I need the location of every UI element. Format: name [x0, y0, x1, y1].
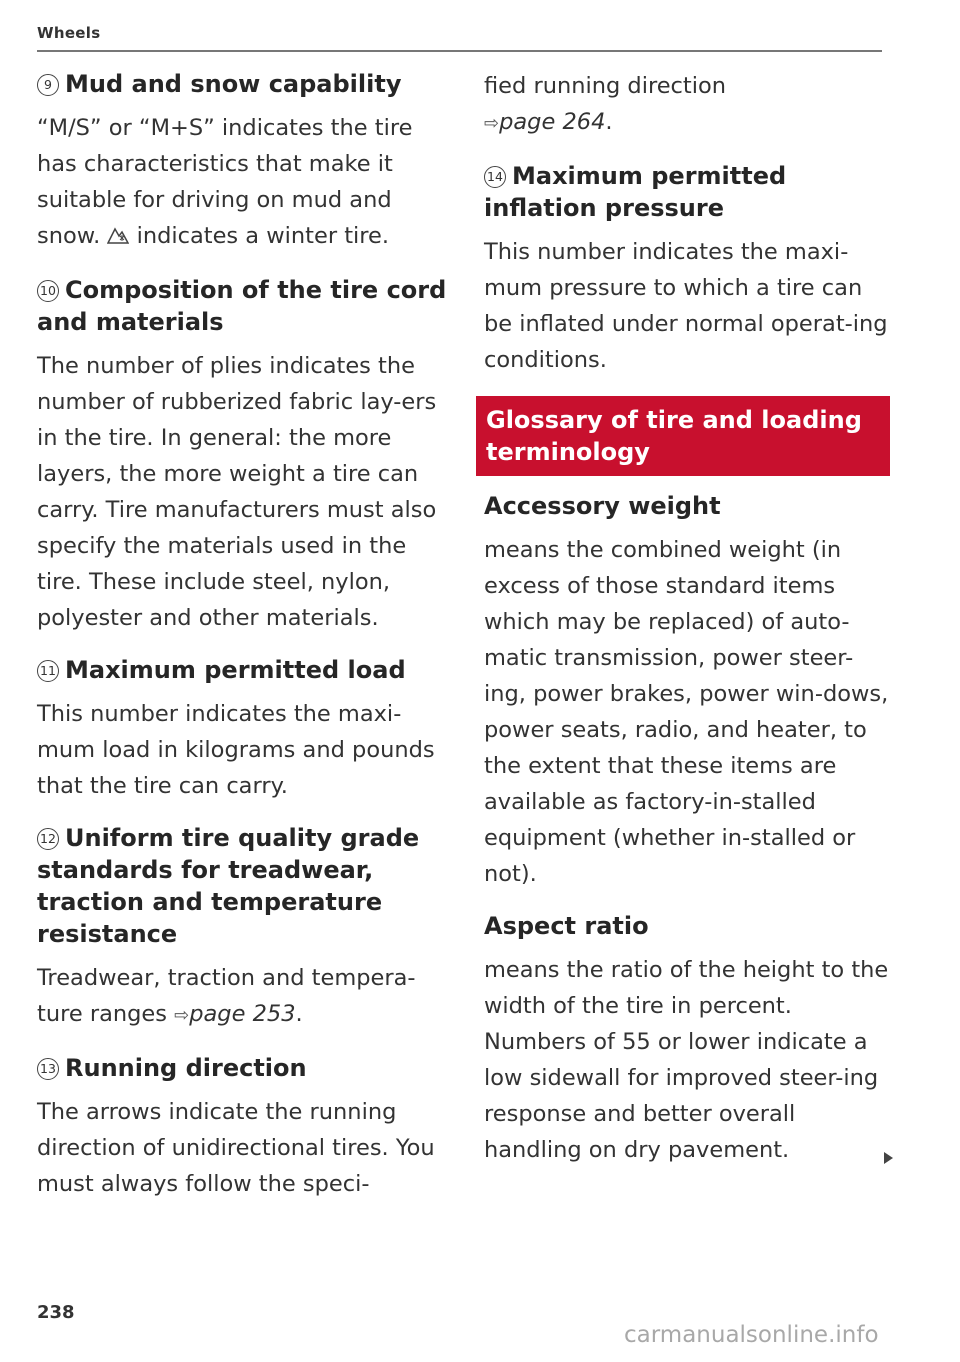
- aspect-ratio-text: means the ratio of the height to the width of the tire in percent. Numbers of 55 or lower indicate a low sidewall for improved steer-ing response and better overall handling on dry pavement.: [484, 957, 889, 1163]
- header-divider: [37, 50, 882, 52]
- section-14-title: Maximum permitted inflation pressure: [484, 162, 787, 222]
- watermark: carmanualsonline.info: [624, 1322, 879, 1348]
- section-13-title: Running direction: [65, 1054, 307, 1082]
- aspect-ratio-heading: Aspect ratio: [484, 912, 649, 940]
- section-14-heading: [484, 160, 894, 224]
- running-header: Wheels: [37, 24, 101, 42]
- section-12-title: Uniform tire quality grade standards for treadwear, traction and temperature resistance: [37, 824, 420, 948]
- item-number-badge: 13: [37, 1058, 59, 1080]
- section-9-text-part1: “M/S” or “M+S” indicates the tire has characteristics that make it suitable for driving on mud and snow.: [37, 115, 413, 249]
- item-number-badge: 14: [484, 166, 506, 188]
- section-14-text: This number indicates the maxi-mum pressure to which a tire can be inflated under normal operat-ing conditions.: [484, 239, 888, 373]
- section-10-text: The number of plies indicates the number of rubberized fabric lay-ers in the tire. In general: the more layers, the more weight a tire can carry. Tire manufacturers must also specify the materials used in the tire. These include steel, nylon, polyester and other materials.: [37, 353, 437, 631]
- section-13-text: The arrows indicate the running direction of unidirectional tires. You must always follow the speci-: [37, 1099, 435, 1197]
- item-number-badge: 12: [37, 828, 59, 850]
- section-9-text-part2: indicates a winter tire.: [136, 223, 390, 249]
- page-number: 238: [37, 1302, 75, 1323]
- section-9-heading: [37, 68, 457, 100]
- section-9-title: Mud and snow capability: [65, 70, 402, 98]
- section-12-text: Treadwear, traction and tempera-ture ranges ⇨page 253.: [37, 965, 416, 1027]
- winter-tire-icon: [107, 220, 129, 256]
- continue-triangle-icon: [884, 1152, 893, 1164]
- glossary-banner: Glossary of tire and loading terminology: [476, 396, 890, 476]
- section-11-heading: [37, 654, 457, 686]
- accessory-weight-heading: Accessory weight: [484, 492, 721, 520]
- item-number-badge: 11: [37, 660, 59, 682]
- section-9-text: [37, 110, 457, 256]
- section-10-heading: [37, 274, 457, 338]
- section-10-title: Composition of the tire cord and materials: [37, 276, 447, 336]
- section-12-heading: [37, 822, 457, 950]
- right-column: [484, 68, 894, 1168]
- accessory-weight-text: means the combined weight (in excess of those standard items which may be replaced) of auto-matic transmission, power steer-ing, power brakes, power win-dows, power seats, radio, and heater, to the extent that these items are available as factory-in-stalled equipment (whether in-stalled or not).: [484, 537, 889, 887]
- page-253-link[interactable]: page 253: [189, 1001, 296, 1027]
- item-number-badge: 10: [37, 280, 59, 302]
- section-11-title: Maximum permitted load: [65, 656, 406, 684]
- section-11-text: This number indicates the maxi-mum load in kilograms and pounds that the tire can carry.: [37, 701, 435, 799]
- item-number-badge: 9: [37, 74, 59, 96]
- left-column: [37, 68, 457, 1202]
- xref-arrow-icon: ⇨: [484, 113, 500, 134]
- section-13-heading: [37, 1052, 457, 1084]
- page-264-link[interactable]: page 264: [499, 109, 606, 135]
- xref-arrow-icon: ⇨: [174, 1005, 190, 1026]
- section-12-text-body: Treadwear, traction and tempera-ture ranges: [37, 965, 416, 1027]
- section-13-continued-text: fied running direction ⇨page 264.: [484, 73, 727, 135]
